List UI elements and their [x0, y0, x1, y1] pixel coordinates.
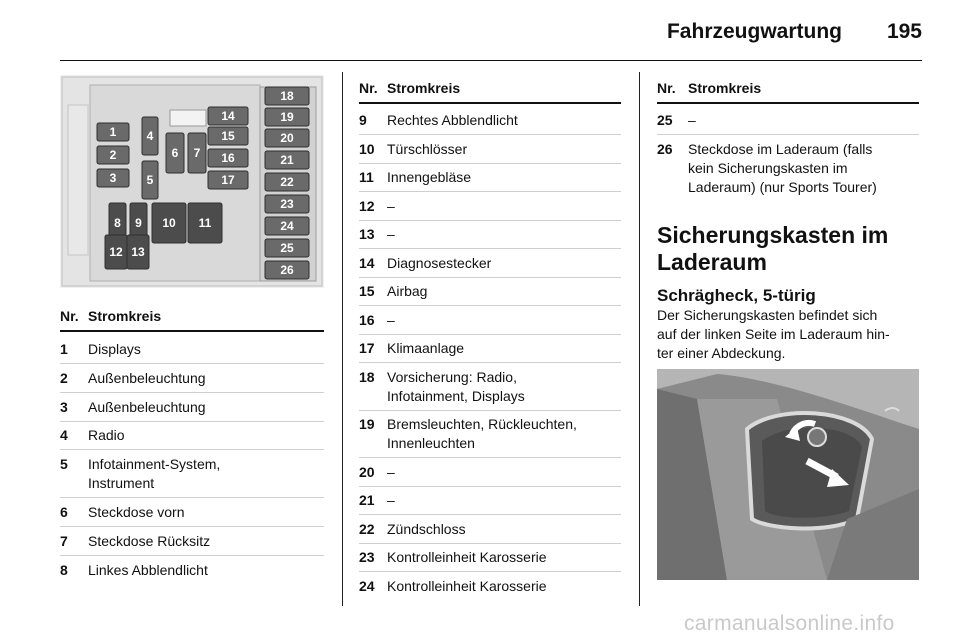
col-nr: Nr. [359, 80, 378, 96]
fuse-3 [97, 169, 129, 187]
row-text [88, 369, 206, 388]
row-text-line: – [387, 226, 395, 242]
row-number: 15 [359, 283, 375, 299]
row-text-line: – [387, 197, 395, 214]
row-text [387, 311, 395, 330]
row-text-line: Diagnosestecker [387, 254, 492, 271]
row-text [387, 339, 464, 358]
fuse-label: 16 [221, 151, 235, 165]
row-separator [359, 305, 621, 306]
row-text [88, 340, 141, 359]
fuse-label: 9 [135, 216, 142, 230]
row-text-line: – [387, 492, 395, 508]
col-circuit: Stromkreis [688, 80, 762, 96]
row-separator [60, 421, 324, 422]
row-number: 2 [60, 369, 68, 386]
row-text-line: Türschlösser [387, 140, 468, 157]
row-text-line: Innenleuchten [387, 435, 475, 451]
fuse-label: 1 [109, 125, 117, 139]
row-number: 21 [359, 492, 375, 508]
row-text [387, 415, 577, 453]
row-text [387, 140, 467, 159]
fuse-label: 5 [146, 173, 154, 187]
cargo-area-photo [657, 369, 919, 580]
row-text-line: – [387, 463, 395, 480]
row-separator [359, 163, 621, 164]
fuse-10 [152, 203, 186, 243]
watermark: carmanualsonline.info [684, 612, 895, 635]
row-text-line: Zündschloss [387, 520, 466, 537]
page-header [60, 18, 922, 61]
row-separator [359, 134, 621, 135]
row-separator [359, 457, 621, 458]
chapter-title: Fahrzeugwartung [666, 20, 842, 43]
row-text-line: Laderaum) (nur Sports Tourer) [688, 178, 877, 195]
row-text-line: Bremsleuchten, Rückleuchten, [387, 416, 577, 432]
row-number: 23 [359, 549, 375, 565]
fuse-label: 22 [280, 175, 294, 189]
fuse-7 [188, 133, 206, 173]
row-text [387, 197, 395, 216]
row-text-line: – [387, 311, 395, 328]
row-text-line: Steckdose vorn [88, 504, 185, 520]
row-number: 14 [359, 254, 375, 271]
row-text [387, 520, 466, 539]
fuse-label: 23 [280, 197, 294, 211]
fuse-23 [265, 195, 309, 213]
fuse-19 [265, 108, 309, 126]
row-text [387, 111, 518, 130]
fuse-box-diagram [60, 75, 324, 288]
row-text-line: – [688, 112, 696, 128]
fuse-label: 12 [109, 245, 123, 259]
fuse-15 [208, 127, 248, 145]
row-number: 13 [359, 226, 375, 242]
row-number: 18 [359, 368, 375, 385]
row-separator [60, 526, 324, 527]
row-number: 9 [359, 112, 367, 128]
row-text [387, 463, 395, 482]
row-separator [60, 392, 324, 393]
row-text-line: Steckdose im Laderaum (falls [688, 140, 873, 157]
row-text [88, 532, 210, 551]
fuse-14 [208, 107, 248, 125]
row-text [88, 561, 208, 580]
row-separator [359, 220, 621, 221]
row-text [387, 225, 395, 244]
fuse-21 [265, 151, 309, 169]
row-text-line: Steckdose Rücksitz [88, 532, 211, 549]
section-heading [657, 222, 927, 276]
table-right-header [657, 80, 919, 104]
row-number: 7 [60, 532, 68, 549]
row-text [387, 491, 395, 510]
fuse-label: 7 [193, 146, 201, 160]
fuse-label: 6 [171, 146, 179, 160]
row-separator [657, 134, 919, 135]
row-text-line: Vorsicherung: Radio, [387, 368, 517, 385]
row-text [387, 548, 547, 567]
fuse-5 [142, 161, 158, 199]
fuse-label: 11 [198, 216, 212, 230]
row-text-line: Displays [88, 341, 141, 357]
table-middle-header [359, 80, 621, 104]
page-number: 195 [886, 20, 922, 43]
col-circuit: Stromkreis [387, 80, 461, 96]
fuse-11 [188, 203, 222, 243]
row-separator [359, 334, 621, 335]
para-line1: Der Sicherungskasten befindet sich [657, 307, 878, 323]
row-separator [359, 191, 621, 192]
row-number: 17 [359, 340, 375, 356]
row-number: 16 [359, 311, 375, 328]
row-number: 26 [657, 140, 673, 157]
row-text-line: Kontrolleinheit Karosserie [387, 549, 547, 565]
row-number: 8 [60, 561, 68, 578]
section-subheading: Schrägheck, 5-türig [657, 286, 816, 305]
row-text [387, 282, 427, 301]
row-number: 4 [60, 427, 68, 444]
row-number: 24 [359, 577, 375, 594]
row-text-line: Innengebläse [387, 169, 472, 185]
section-paragraph [657, 306, 923, 363]
row-text-line: Radio [88, 427, 125, 444]
row-number: 3 [60, 398, 68, 415]
fuse-25 [265, 239, 309, 257]
fuse-22 [265, 173, 309, 191]
row-text-line: Außenbeleuchtung [88, 398, 206, 415]
fuse-4 [142, 117, 158, 155]
row-text-line: Kontrolleinheit Karosserie [387, 577, 547, 594]
col-nr: Nr. [657, 80, 676, 96]
row-text-line: Airbag [387, 283, 428, 299]
row-text-line: kein Sicherungskasten im [688, 159, 848, 176]
fuse-17 [208, 171, 248, 189]
fuse-12 [105, 235, 127, 269]
row-text [88, 426, 125, 445]
table-left-header [60, 308, 324, 332]
row-separator [359, 410, 621, 411]
row-number: 19 [359, 416, 375, 432]
row-text [387, 368, 525, 406]
row-text [387, 577, 547, 596]
row-separator [359, 362, 621, 363]
row-separator [60, 363, 324, 364]
fuse-label: 13 [131, 245, 145, 259]
para-line3: ter einer Abdeckung. [657, 345, 786, 361]
fuse-label: 14 [221, 109, 235, 123]
section-heading-line1: Sicherungskasten im [657, 222, 889, 248]
para-line2: auf der linken Seite im Laderaum hin- [657, 326, 890, 342]
row-separator [359, 277, 621, 278]
fuse-label: 20 [280, 131, 294, 145]
row-text-line: Infotainment, Displays [387, 387, 525, 404]
fuse-13 [127, 235, 149, 269]
fuse-label: 18 [280, 89, 294, 103]
row-text [387, 168, 471, 187]
fuse-label: 10 [162, 216, 176, 230]
row-text-line: Klimaanlage [387, 340, 465, 356]
fuse-label: 21 [280, 153, 294, 167]
row-number: 25 [657, 112, 673, 128]
fuse-label: 15 [221, 129, 235, 143]
row-text [688, 111, 696, 130]
row-text-line: Instrument [88, 475, 155, 492]
fuse-label: 25 [280, 241, 294, 255]
fuse-2 [97, 146, 129, 164]
row-number: 5 [60, 456, 68, 473]
column-divider-1 [342, 72, 343, 606]
row-number: 11 [359, 169, 374, 185]
fuse-label: 26 [280, 263, 294, 277]
row-text [387, 254, 491, 273]
row-separator [60, 555, 324, 556]
row-number: 12 [359, 197, 375, 214]
fuse-label: 24 [280, 219, 294, 233]
row-number: 6 [60, 504, 68, 520]
fuse-26 [265, 261, 309, 279]
fuse-18 [265, 87, 309, 105]
column-divider-2 [639, 72, 640, 606]
row-separator [60, 497, 324, 498]
col-nr: Nr. [60, 308, 79, 324]
fuse-24 [265, 217, 309, 235]
row-text-line: Infotainment-System, [88, 456, 221, 473]
row-separator [359, 514, 621, 515]
fuse-label: 19 [280, 110, 294, 124]
row-number: 20 [359, 463, 375, 480]
row-separator [359, 571, 621, 572]
row-text-line: Rechtes Abblendlicht [387, 112, 518, 128]
row-text-line: Linkes Abblendlicht [88, 561, 208, 578]
fuse-6 [166, 133, 184, 173]
fuse-label: 17 [221, 173, 235, 187]
fuse-label: 3 [109, 171, 117, 185]
row-text [88, 398, 206, 417]
row-text [88, 503, 185, 522]
row-text [688, 140, 877, 197]
row-number: 22 [359, 520, 375, 537]
row-number: 1 [60, 341, 68, 357]
fuse-label: 8 [114, 216, 121, 230]
fuse-20 [265, 129, 309, 147]
row-text-line: Außenbeleuchtung [88, 369, 206, 386]
fuse-16 [208, 149, 248, 167]
fuse-label: 2 [109, 148, 117, 162]
section-heading-line2: Laderaum [657, 249, 767, 275]
row-text [88, 455, 220, 493]
row-separator [359, 486, 621, 487]
col-circuit: Stromkreis [88, 308, 162, 324]
fuse-label: 4 [146, 129, 154, 143]
row-separator [359, 248, 621, 249]
fuse-1 [97, 123, 129, 141]
row-separator [359, 543, 621, 544]
row-number: 10 [359, 140, 375, 157]
row-separator [60, 449, 324, 450]
